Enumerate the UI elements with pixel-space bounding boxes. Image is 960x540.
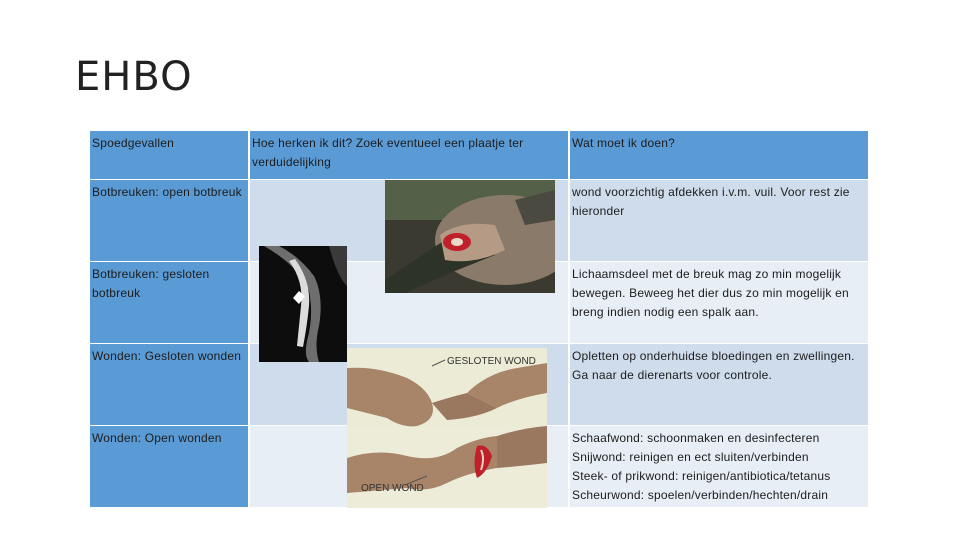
xray-photo xyxy=(259,246,347,362)
wound-illustration xyxy=(347,348,547,508)
row-name-gesloten-wonden: Wonden: Gesloten wonden xyxy=(90,344,248,425)
slide-title: EHBO xyxy=(75,54,193,100)
row-action-open-botbreuk: wond voorzichtig afdekken i.v.m. vuil. Voor rest zie hieronder xyxy=(570,180,868,261)
row-name-open-botbreuk: Botbreuken: open botbreuk xyxy=(90,180,248,261)
header-actie: Wat moet ik doen? xyxy=(570,131,868,179)
row-action-open-wonden: Schaafwond: schoonmaken en desinfecteren Snijwond: reinigen en ect sluiten/verbinden Steek- of prikwond: reinigen/antibiotica/tetanus Scheurwond: spoelen/verbinden/hechten/drain xyxy=(570,426,868,507)
header-herkennen: Hoe herken ik dit? Zoek eventueel een plaatje ter verduidelijking xyxy=(250,131,568,179)
header-spoedgevallen: Spoedgevallen xyxy=(90,131,248,179)
row-action-gesloten-botbreuk: Lichaamsdeel met de breuk mag zo min mogelijk bewegen. Beweeg het dier dus zo min mogelijk en breng indien nodig een spalk aan. xyxy=(570,262,868,343)
row-name-open-wonden: Wonden: Open wonden xyxy=(90,426,248,507)
open-fracture-photo xyxy=(385,180,555,293)
gesloten-wond-label: GESLOTEN WOND xyxy=(447,356,536,367)
row-action-gesloten-wonden: Opletten op onderhuidse bloedingen en zwellingen. Ga naar de dierenarts voor controle. xyxy=(570,344,868,425)
open-wond-label: OPEN WOND xyxy=(361,483,424,494)
row-name-gesloten-botbreuk: Botbreuken: gesloten botbreuk xyxy=(90,262,248,343)
